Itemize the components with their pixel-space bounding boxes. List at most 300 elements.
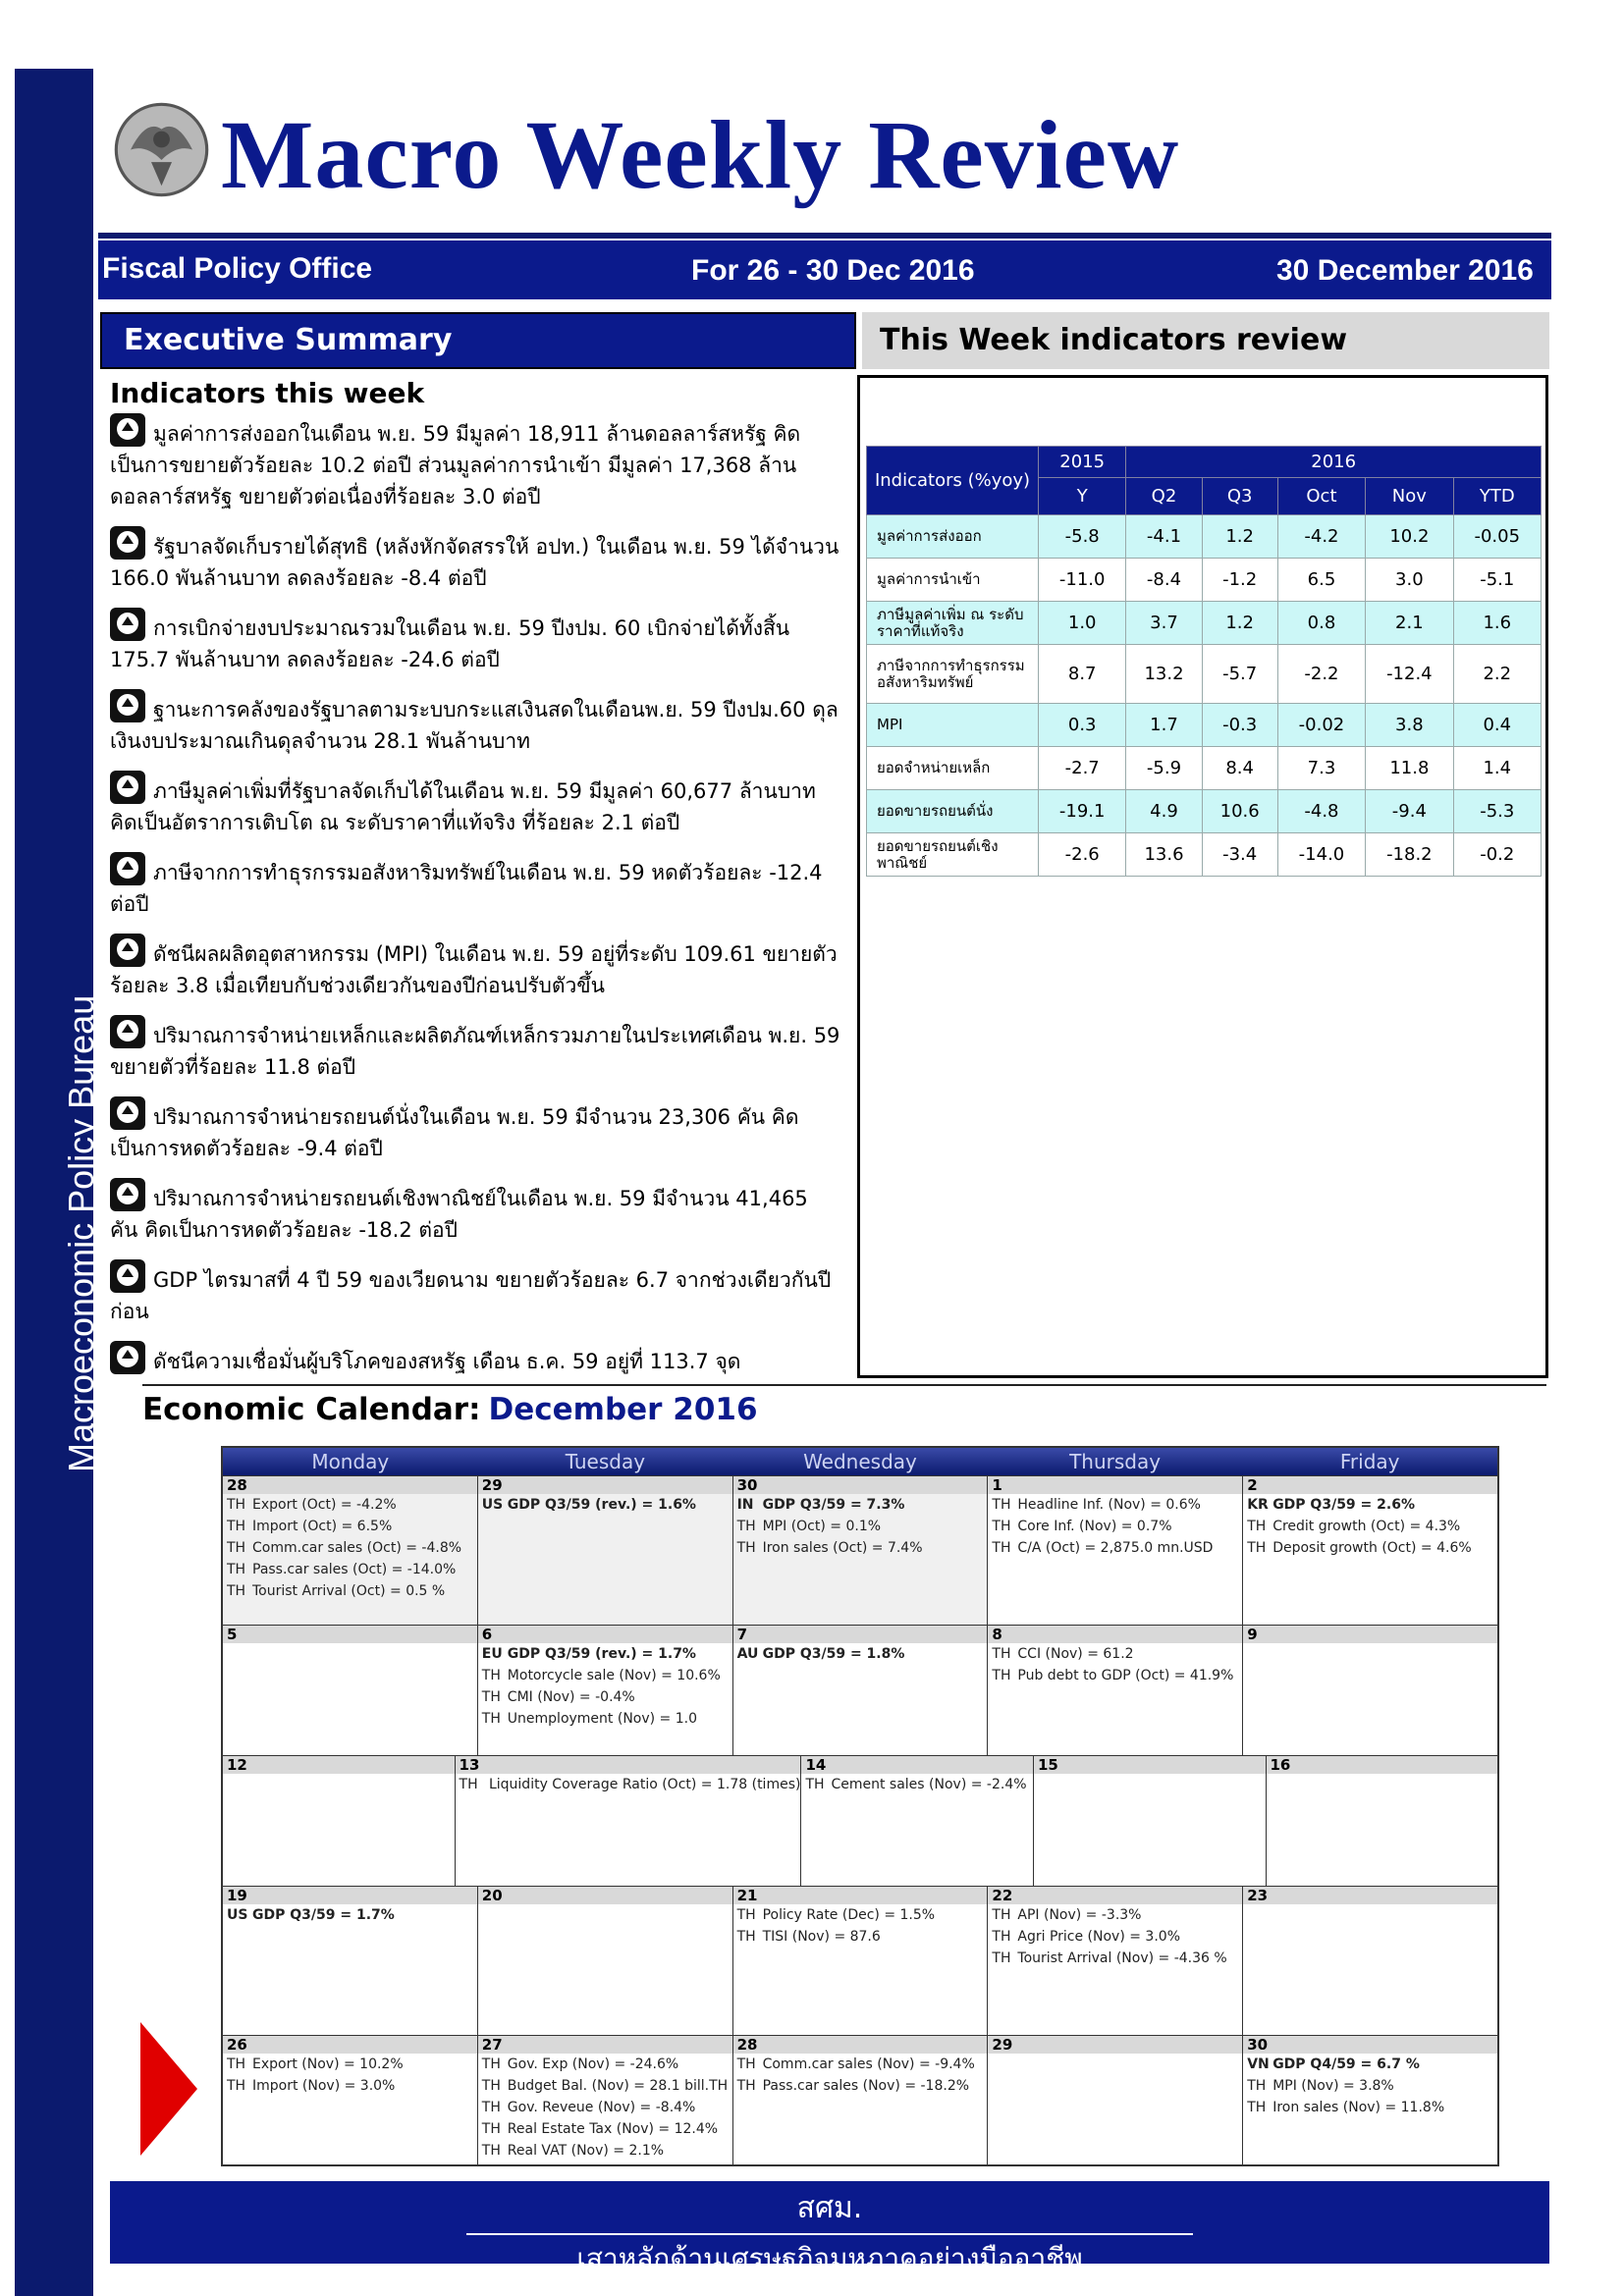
up-arrow-bullet-icon <box>110 1178 145 1211</box>
indicator-value: 1.0 <box>1039 602 1126 645</box>
event-text: Cement sales (Nov) = -2.4% <box>831 1777 1027 1792</box>
calendar-event <box>478 1708 732 1730</box>
event-country-code: TH <box>1247 2078 1267 2094</box>
indicator-label: ยอดขายรถยนต์นั่ง <box>867 790 1039 833</box>
indicator-value: 3.0 <box>1366 559 1453 602</box>
event-text: Headline Inf. (Nov) = 0.6% <box>1017 1497 1201 1513</box>
up-arrow-bullet-icon <box>110 689 145 722</box>
calendar-day-cell <box>1033 1756 1266 1886</box>
weekday-label: Thursday <box>1069 1450 1162 1473</box>
event-text: Real VAT (Nov) = 2.1% <box>507 2143 665 2159</box>
indicator-value: -5.3 <box>1453 790 1541 833</box>
event-country-code: TH <box>227 2078 246 2094</box>
event-country-code: TH <box>227 1583 246 1599</box>
summary-item <box>110 934 841 1001</box>
indicator-value: -4.1 <box>1126 515 1202 559</box>
indicator-value: -9.4 <box>1366 790 1453 833</box>
indicator-value: -4.2 <box>1277 515 1365 559</box>
indicator-value: 2.2 <box>1453 645 1541 704</box>
summary-item <box>110 413 841 512</box>
summary-item <box>110 608 841 675</box>
indicator-value: 1.4 <box>1453 747 1541 790</box>
event-country-code: TH <box>481 1668 501 1683</box>
calendar-event <box>1243 2075 1497 2097</box>
calendar-day-cell <box>223 1887 477 2035</box>
event-country-code: TH <box>736 1907 756 1923</box>
calendar-event <box>1243 2097 1497 2118</box>
up-arrow-bullet-icon <box>110 608 145 641</box>
calendar-event <box>478 2075 732 2097</box>
indicator-value: -0.02 <box>1277 704 1365 747</box>
calendar-day-cell <box>1242 1476 1497 1625</box>
calendar-day-number: 28 <box>733 2036 988 2054</box>
calendar-day-number: 28 <box>223 1476 477 1494</box>
indicator-value: 8.4 <box>1202 747 1277 790</box>
calendar-day-cell <box>732 1887 988 2035</box>
indicator-col-header: YTD <box>1453 478 1541 515</box>
indicators-heading: Indicators this week <box>110 377 425 409</box>
calendar-event <box>1243 1516 1497 1537</box>
calendar-day-cell <box>1242 1626 1497 1755</box>
indicator-value: -11.0 <box>1039 559 1126 602</box>
indicator-col-header: Nov <box>1366 478 1453 515</box>
side-bureau-label: Macroeconomic Policy Bureau <box>61 994 101 1472</box>
indicator-value: 0.4 <box>1453 704 1541 747</box>
indicator-value: -3.4 <box>1202 833 1277 877</box>
summary-item <box>110 1259 841 1327</box>
indicator-value: 1.6 <box>1453 602 1541 645</box>
table-row <box>867 645 1542 704</box>
summary-item-text: ปริมาณการจำหน่ายรถยนต์นั่งในเดือน พ.ย. 59 มีจำนวน 23,306 คัน คิดเป็นการหดตัวร้อยละ -9.4 ต่อปี <box>110 1105 799 1160</box>
indicator-value: 1.2 <box>1202 602 1277 645</box>
event-country-code: TH <box>736 1519 756 1534</box>
event-country-code: TH <box>459 1777 478 1792</box>
summary-item-text: ภาษีมูลค่าเพิ่มที่รัฐบาลจัดเก็บได้ในเดือน พ.ย. 59 มีมูลค่า 60,677 ล้านบาท คิดเป็นอัตราการเติบโต ณ ระดับราคาที่แท้จริง ที่ร้อยละ 2.1 ต่อปี <box>110 779 816 834</box>
calendar-event <box>988 1494 1242 1516</box>
calendar-event <box>801 1774 1033 1795</box>
event-text: Import (Nov) = 3.0% <box>252 2078 396 2094</box>
calendar-day-cell <box>987 1476 1242 1625</box>
summary-item <box>110 1341 841 1377</box>
calendar-event <box>988 1665 1242 1686</box>
executive-summary <box>110 377 841 1391</box>
calendar-day-cell <box>223 1476 477 1625</box>
calendar-day-number: 19 <box>223 1887 477 1904</box>
calendar-day-number: 13 <box>456 1756 801 1774</box>
calendar-day-cell <box>477 1887 732 2035</box>
calendar-event <box>988 1926 1242 1948</box>
indicator-value: -5.9 <box>1126 747 1202 790</box>
event-text: CCI (Nov) = 61.2 <box>1017 1646 1134 1662</box>
calendar-event <box>733 1494 988 1516</box>
event-country-code: AU <box>736 1646 759 1662</box>
indicator-col-header: Y <box>1039 478 1126 515</box>
weekday-label: Monday <box>311 1450 390 1473</box>
event-country-code: TH <box>1247 2100 1267 2115</box>
calendar-day-number: 6 <box>478 1626 732 1643</box>
indicator-value: 7.3 <box>1277 747 1365 790</box>
event-text: TISI (Nov) = 87.6 <box>762 1929 881 1945</box>
summary-item-text: มูลค่าการส่งออกในเดือน พ.ย. 59 มีมูลค่า 18,911 ล้านดอลลาร์สหรัฐ คิดเป็นการขยายตัวร้อยละ 10.2 ต่อปี ส่วนมูลค่าการนำเข้า มีมูลค่า 17,368 ล้านดอลลาร์สหรัฐ ขยายตัวต่อเนื่องที่ร้อยละ 3.0 ต่อปี <box>110 422 801 508</box>
event-country-code: VN <box>1247 2056 1270 2072</box>
event-text: Tourist Arrival (Nov) = -4.36 % <box>1017 1950 1227 1966</box>
summary-item-text: ปริมาณการจำหน่ายรถยนต์เชิงพาณิชย์ในเดือน พ.ย. 59 มีจำนวน 41,465 คัน คิดเป็นการหดตัวร้อยละ -18.2 ต่อปี <box>110 1187 808 1242</box>
indicator-value: 6.5 <box>1277 559 1365 602</box>
event-text: Pub debt to GDP (Oct) = 41.9% <box>1017 1668 1234 1683</box>
event-country-code: TH <box>481 2078 501 2094</box>
calendar-week-row <box>223 1886 1497 2035</box>
calendar-day-number: 5 <box>223 1626 477 1643</box>
up-arrow-bullet-icon <box>110 1341 145 1374</box>
event-text: Gov. Exp (Nov) = -24.6% <box>507 2056 679 2072</box>
event-country-code: TH <box>1247 1540 1267 1556</box>
event-text: MPI (Oct) = 0.1% <box>762 1519 882 1534</box>
indicator-value: -1.2 <box>1202 559 1277 602</box>
calendar-event <box>988 1537 1242 1559</box>
summary-item <box>110 689 841 757</box>
calendar-event <box>223 1516 477 1537</box>
current-week-arrow-icon <box>140 2022 197 2156</box>
footer-abbreviation: สศม. <box>796 2191 863 2225</box>
up-arrow-bullet-icon <box>110 526 145 560</box>
calendar-day-cell <box>477 2036 732 2164</box>
calendar-event <box>988 1516 1242 1537</box>
up-arrow-bullet-icon <box>110 413 145 447</box>
event-text: API (Nov) = -3.3% <box>1017 1907 1142 1923</box>
event-country-code: TH <box>992 1950 1011 1966</box>
event-country-code: US <box>227 1907 248 1923</box>
calendar-event <box>223 1559 477 1580</box>
calendar-day-number: 9 <box>1243 1626 1497 1643</box>
calendar-event <box>733 1516 988 1537</box>
calendar-day-number: 12 <box>223 1756 455 1774</box>
calendar-event <box>223 1904 477 1926</box>
footer-banner <box>110 2181 1549 2274</box>
event-text: C/A (Oct) = 2,875.0 mn.USD <box>1017 1540 1214 1556</box>
up-arrow-bullet-icon <box>110 934 145 967</box>
year-2015-header: 2015 <box>1039 447 1126 478</box>
indicator-value: -8.4 <box>1126 559 1202 602</box>
calendar-week-row <box>223 1625 1497 1755</box>
event-text: Pass.car sales (Nov) = -18.2% <box>762 2078 970 2094</box>
calendar-day-number: 29 <box>988 2036 1242 2054</box>
event-text: Import (Oct) = 6.5% <box>252 1519 393 1534</box>
calendar-event <box>733 1926 988 1948</box>
summary-item-text: ฐานะการคลังของรัฐบาลตามระบบกระแสเงินสดในเดือนพ.ย. 59 ปีงปม.60 ดุลเงินงบประมาณเกินดุลจำนวน 28.1 พันล้านบาท <box>110 698 839 753</box>
summary-item-text: GDP ไตรมาสที่ 4 ปี 59 ของเวียดนาม ขยายตัวร้อยละ 6.7 จากช่วงเดียวกันปีก่อน <box>110 1268 832 1323</box>
event-country-code: TH <box>227 1540 246 1556</box>
event-country-code: TH <box>227 1519 246 1534</box>
calendar-day-number: 21 <box>733 1887 988 1904</box>
calendar-day-cell <box>987 1887 1242 2035</box>
indicator-value: 10.6 <box>1202 790 1277 833</box>
footer-slogan: เสาหลักด้านเศรษฐกิจมหภาคอย่างมืออาชีพ <box>576 2242 1083 2274</box>
event-country-code: TH <box>992 1497 1011 1513</box>
up-arrow-bullet-icon <box>110 771 145 804</box>
summary-item <box>110 1178 841 1246</box>
calendar-event <box>223 1537 477 1559</box>
calendar-day-number: 30 <box>733 1476 988 1494</box>
event-country-code: EU <box>481 1646 503 1662</box>
calendar-month: December 2016 <box>488 1392 758 1427</box>
up-arrow-bullet-icon <box>110 1096 145 1130</box>
summary-item <box>110 1015 841 1083</box>
event-text: GDP Q3/59 = 7.3% <box>762 1497 905 1513</box>
event-text: Motorcycle sale (Nov) = 10.6% <box>507 1668 721 1683</box>
indicator-value: 10.2 <box>1366 515 1453 559</box>
indicator-value: 13.6 <box>1126 833 1202 877</box>
event-text: GDP Q3/59 (rev.) = 1.7% <box>507 1646 696 1662</box>
calendar-event <box>478 2140 732 2162</box>
event-country-code: TH <box>481 1711 501 1727</box>
weekday-label: Tuesday <box>565 1450 646 1473</box>
header-banner <box>98 240 1551 299</box>
summary-item <box>110 852 841 920</box>
event-country-code: TH <box>736 2056 756 2072</box>
calendar-day-cell <box>223 1626 477 1755</box>
summary-item-text: ดัชนีความเชื่อมั่นผู้บริโภคของสหรัฐ เดือน ธ.ค. 59 อยู่ที่ 113.7 จุด <box>153 1350 741 1373</box>
summary-item-text: ปริมาณการจำหน่ายเหล็กและผลิตภัณฑ์เหล็กรวมภายในประเทศเดือน พ.ย. 59 ขยายตัวที่ร้อยละ 11.8 ต่อปี <box>110 1024 840 1079</box>
calendar-day-number: 27 <box>478 2036 732 2054</box>
calendar-rule <box>142 1384 1546 1386</box>
event-text: Unemployment (Nov) = 1.0 <box>507 1711 698 1727</box>
calendar-day-number: 14 <box>801 1756 1033 1774</box>
indicator-value: -12.4 <box>1366 645 1453 704</box>
summary-item-text: การเบิกจ่ายงบประมาณรวมในเดือน พ.ย. 59 ปีงปม. 60 เบิกจ่ายได้ทั้งสิ้น 175.7 พันล้านบาท ลดลงร้อยละ -24.6 ต่อปี <box>110 616 790 671</box>
event-country-code: TH <box>481 2121 501 2137</box>
calendar-day-cell <box>1242 2036 1497 2164</box>
up-arrow-bullet-icon <box>110 852 145 885</box>
calendar-event <box>223 2075 477 2097</box>
calendar-week-row <box>223 1755 1497 1886</box>
up-arrow-bullet-icon <box>110 1259 145 1293</box>
event-country-code: TH <box>992 1646 1011 1662</box>
calendar-title-label: Economic Calendar: <box>142 1392 481 1427</box>
calendar-event <box>1243 2054 1497 2075</box>
calendar-event <box>733 1537 988 1559</box>
week-indicators-header: This Week indicators review <box>862 312 1549 369</box>
event-country-code: TH <box>992 1668 1011 1683</box>
event-country-code: TH <box>481 2056 501 2072</box>
summary-item-text: รัฐบาลจัดเก็บรายได้สุทธิ (หลังหักจัดสรรให้ อปท.) ในเดือน พ.ย. 59 ได้จำนวน 166.0 พันล้านบาท ลดลงร้อยละ -8.4 ต่อปี <box>110 535 839 590</box>
calendar-day-cell <box>455 1756 801 1886</box>
indicator-value: 8.7 <box>1039 645 1126 704</box>
calendar-title <box>142 1392 758 1427</box>
calendar-day-number: 30 <box>1243 2036 1497 2054</box>
header-rule <box>98 233 1551 239</box>
calendar-event <box>1243 1537 1497 1559</box>
calendar-day-cell <box>1242 1887 1497 2035</box>
calendar-event <box>223 2054 477 2075</box>
event-text: CMI (Nov) = -0.4% <box>507 1689 635 1705</box>
masthead-title: Macro Weekly Review <box>221 100 1180 209</box>
indicator-col-header: Q3 <box>1202 478 1277 515</box>
table-row <box>867 704 1542 747</box>
indicator-value: -2.7 <box>1039 747 1126 790</box>
table-row <box>867 515 1542 559</box>
event-country-code: TH <box>805 1777 825 1792</box>
indicator-col-header: Q2 <box>1126 478 1202 515</box>
event-text: Credit growth (Oct) = 4.3% <box>1272 1519 1461 1534</box>
event-text: Iron sales (Oct) = 7.4% <box>762 1540 923 1556</box>
indicator-value: 3.8 <box>1366 704 1453 747</box>
summary-item <box>110 1096 841 1164</box>
economic-calendar <box>221 1446 1499 2166</box>
event-text: GDP Q3/59 = 1.7% <box>252 1907 395 1923</box>
event-text: Deposit growth (Oct) = 4.6% <box>1272 1540 1472 1556</box>
calendar-event <box>988 1948 1242 1969</box>
calendar-event <box>478 2054 732 2075</box>
event-text: Real Estate Tax (Nov) = 12.4% <box>507 2121 719 2137</box>
indicator-value: 11.8 <box>1366 747 1453 790</box>
indicator-value: -2.6 <box>1039 833 1126 877</box>
calendar-day-cell <box>732 1626 988 1755</box>
calendar-day-cell <box>987 1626 1242 1755</box>
indicator-value: -4.8 <box>1277 790 1365 833</box>
indicator-label: MPI <box>867 704 1039 747</box>
calendar-event <box>733 2054 988 2075</box>
calendar-day-cell <box>1266 1756 1498 1886</box>
indicator-label: มูลค่าการนำเข้า <box>867 559 1039 602</box>
indicator-value: -5.7 <box>1202 645 1277 704</box>
indicator-value: -5.1 <box>1453 559 1541 602</box>
event-country-code: TH <box>481 2100 501 2115</box>
calendar-event <box>478 1494 732 1516</box>
event-country-code: TH <box>736 1540 756 1556</box>
calendar-day-number: 26 <box>223 2036 477 2054</box>
indicator-value: 1.2 <box>1202 515 1277 559</box>
calendar-day-number: 8 <box>988 1626 1242 1643</box>
event-text: Tourist Arrival (Oct) = 0.5 % <box>252 1583 446 1599</box>
indicator-value: -0.3 <box>1202 704 1277 747</box>
indicator-value: 0.3 <box>1039 704 1126 747</box>
indicator-value: -14.0 <box>1277 833 1365 877</box>
calendar-day-number: 23 <box>1243 1887 1497 1904</box>
event-text: Gov. Reveue (Nov) = -8.4% <box>507 2100 696 2115</box>
calendar-event <box>456 1774 801 1795</box>
event-country-code: TH <box>481 2143 501 2159</box>
indicator-value: 13.2 <box>1126 645 1202 704</box>
calendar-day-cell <box>987 2036 1242 2164</box>
indicator-value: -0.2 <box>1453 833 1541 877</box>
event-text: Agri Price (Nov) = 3.0% <box>1017 1929 1180 1945</box>
indicators-label-header: Indicators (%yoy) <box>867 447 1039 515</box>
event-text: Policy Rate (Dec) = 1.5% <box>762 1907 936 1923</box>
event-text: Iron sales (Nov) = 11.8% <box>1272 2100 1445 2115</box>
indicator-col-header: Oct <box>1277 478 1365 515</box>
executive-summary-header: Executive Summary <box>100 312 856 369</box>
calendar-event <box>988 1643 1242 1665</box>
calendar-day-number: 1 <box>988 1476 1242 1494</box>
summary-item <box>110 771 841 838</box>
calendar-event <box>733 2075 988 2097</box>
summary-item <box>110 526 841 594</box>
indicators-table <box>866 446 1542 877</box>
calendar-day-number: 7 <box>733 1626 988 1643</box>
event-country-code: KR <box>1247 1497 1269 1513</box>
table-row <box>867 559 1542 602</box>
event-text: Comm.car sales (Nov) = -9.4% <box>762 2056 975 2072</box>
calendar-event <box>478 2118 732 2140</box>
event-country-code: TH <box>992 1929 1011 1945</box>
indicator-value: -2.2 <box>1277 645 1365 704</box>
indicator-value: -18.2 <box>1366 833 1453 877</box>
calendar-day-number: 2 <box>1243 1476 1497 1494</box>
event-text: Export (Oct) = -4.2% <box>252 1497 397 1513</box>
weekday-label: Wednesday <box>803 1450 917 1473</box>
calendar-day-number: 20 <box>478 1887 732 1904</box>
calendar-day-number: 15 <box>1034 1756 1266 1774</box>
calendar-week-row <box>223 2035 1497 2164</box>
indicator-value: 1.7 <box>1126 704 1202 747</box>
calendar-event <box>478 2097 732 2118</box>
indicator-label: ยอดขายรถยนต์เชิงพาณิชย์ <box>867 833 1039 877</box>
event-text: GDP Q3/59 = 2.6% <box>1272 1497 1415 1513</box>
summary-item-text: ดัชนีผลผลิตอุตสาหกรรม (MPI) ในเดือน พ.ย. 59 อยู่ที่ระดับ 109.61 ขยายตัวร้อยละ 3.8 เมื่อเทียบกับช่วงเดียวกันของปีก่อนปรับตัวขึ้น <box>110 942 838 997</box>
event-text: Comm.car sales (Oct) = -4.8% <box>252 1540 462 1556</box>
indicator-label: มูลค่าการส่งออก <box>867 515 1039 559</box>
indicator-value: -5.8 <box>1039 515 1126 559</box>
event-country-code: TH <box>992 1519 1011 1534</box>
indicator-value: 3.7 <box>1126 602 1202 645</box>
calendar-week-row <box>223 1475 1497 1625</box>
summary-item-text: ภาษีจากการทำธุรกรรมอสังหาริมทรัพย์ในเดือน พ.ย. 59 หดตัวร้อยละ -12.4 ต่อปี <box>110 861 823 916</box>
event-text: GDP Q3/59 (rev.) = 1.6% <box>507 1497 696 1513</box>
event-text: GDP Q3/59 = 1.8% <box>762 1646 905 1662</box>
calendar-day-cell <box>223 2036 477 2164</box>
event-text: Export (Nov) = 10.2% <box>252 2056 404 2072</box>
event-text: MPI (Nov) = 3.8% <box>1272 2078 1394 2094</box>
report-period: For 26 - 30 Dec 2016 <box>691 254 975 287</box>
event-country-code: TH <box>481 1689 501 1705</box>
calendar-day-cell <box>732 1476 988 1625</box>
calendar-day-cell <box>477 1476 732 1625</box>
table-row <box>867 602 1542 645</box>
calendar-event <box>988 1904 1242 1926</box>
calendar-day-cell <box>477 1626 732 1755</box>
indicator-value: -0.05 <box>1453 515 1541 559</box>
office-name: Fiscal Policy Office <box>102 252 373 285</box>
calendar-event <box>478 1643 732 1665</box>
event-text: Liquidity Coverage Ratio (Oct) = 1.78 (times) <box>484 1777 801 1792</box>
indicator-value: 4.9 <box>1126 790 1202 833</box>
indicator-label: ภาษีมูลค่าเพิ่ม ณ ระดับราคาที่แท้จริง <box>867 602 1039 645</box>
event-text: Budget Bal. (Nov) = 28.1 bill.TH <box>507 2078 729 2094</box>
calendar-event <box>478 1686 732 1708</box>
calendar-event <box>223 1494 477 1516</box>
event-text: GDP Q4/59 = 6.7 % <box>1272 2056 1420 2072</box>
event-country-code: TH <box>736 2078 756 2094</box>
report-date: 30 December 2016 <box>1276 254 1534 287</box>
calendar-day-number: 29 <box>478 1476 732 1494</box>
event-country-code: TH <box>227 1497 246 1513</box>
event-country-code: TH <box>227 1562 246 1577</box>
event-country-code: US <box>481 1497 504 1513</box>
calendar-day-cell <box>732 2036 988 2164</box>
calendar-day-number: 16 <box>1267 1756 1498 1774</box>
indicator-value: 2.1 <box>1366 602 1453 645</box>
event-text: Core Inf. (Nov) = 0.7% <box>1017 1519 1172 1534</box>
calendar-event <box>223 1580 477 1602</box>
footer-rule <box>466 2233 1193 2235</box>
up-arrow-bullet-icon <box>110 1015 145 1048</box>
table-row <box>867 747 1542 790</box>
weekday-label: Friday <box>1339 1450 1400 1473</box>
event-country-code: TH <box>992 1907 1011 1923</box>
calendar-event <box>478 1665 732 1686</box>
calendar-day-cell <box>223 1756 455 1886</box>
calendar-event <box>733 1643 988 1665</box>
